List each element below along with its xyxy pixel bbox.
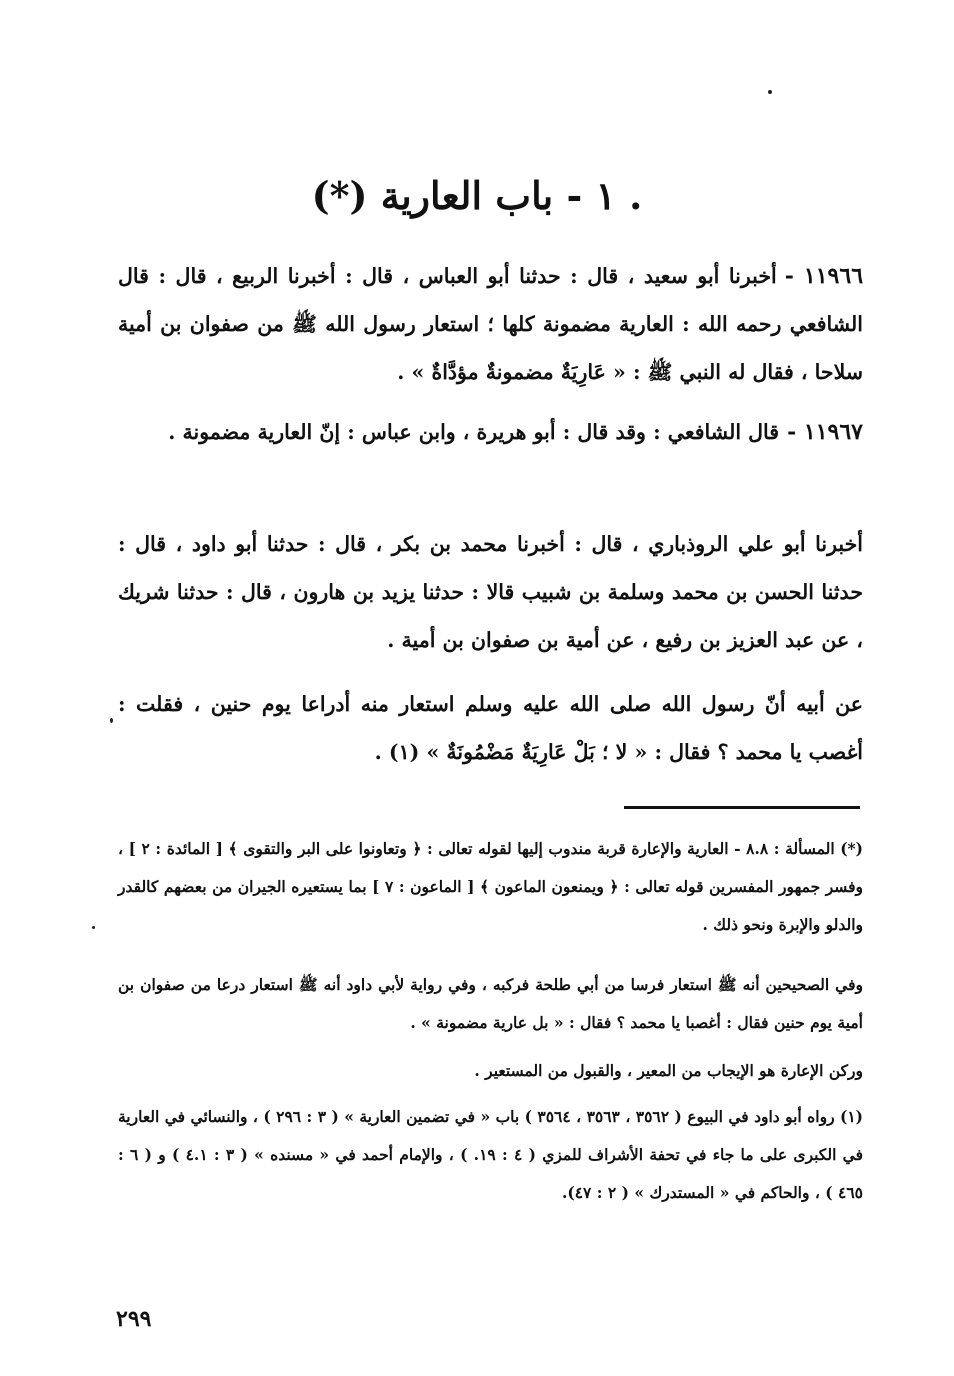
footnote-rukn [118, 1052, 863, 1090]
chapter-title: . ١ - باب العارية (*) [311, 173, 643, 218]
hadith-text: أخبرنا أبو سعيد ، قال : حدثنا أبو العباس ، قال : أخبرنا الربيع ، قال : قال الشافعي رحمه الله : العارية مضمونة كلها ؛ استعار رسول الله ﷺ من صفوان بن أمية سلاحا ، فقال له النبي ﷺ : « عَارِيَةٌ مضمونةٌ مؤدَّاةٌ » . [118, 264, 863, 384]
scan-speck [92, 926, 95, 929]
footnote-separator [624, 806, 860, 809]
footnote-text: (١) رواه أبو داود في البيوع ( ٣٥٦٢ ، ٣٥٦٣ ، ٣٥٦٤ ) باب « في تضمين العارية » ( ٣ : ٢٩٦ ) ، والنسائي في العارية في الكبرى على ما جاء في تحفة الأشراف للمزي ( ٤ : ١٩. ) ، والإمام أحمد في « مسنده » ( ٣ : ٤.١ ) و ( ٦ : ٤٦٥ ) ، والحاكم في « المستدرك » ( ٢ : ٤٧). [118, 1107, 863, 1202]
footnote-masala [118, 830, 863, 944]
footnote-text: وركن الإعارة هو الإيجاب من المعير ، والقبول من المستعير . [474, 1061, 863, 1080]
isnad-text: أخبرنا أبو علي الروذباري ، قال : أخبرنا محمد بن بكر ، قال : حدثنا أبو داود ، قال : حدثنا الحسن بن محمد وسلمة بن شبيب قالا : حدثنا يزيد بن هارون ، قال : حدثنا شريك ، عن عبد العزيز بن رفيع ، عن أمية بن صفوان بن أمية . [118, 532, 863, 652]
page-number: ٢٩٩ [116, 1306, 152, 1332]
matn-paragraph [118, 680, 863, 776]
footnote-text: وفي الصحيحين أنه ﷺ استعار فرسا من أبي طلحة فركبه ، وفي رواية لأبي داود أنه ﷺ استعار درعا من صفوان بن أمية يوم حنين فقال : أغصبا يا محمد ؟ فقال : « بل عارية مضمونة » . [118, 975, 863, 1032]
hadith-text: قال الشافعي : وقد قال : أبو هريرة ، وابن عباس : إنّ العارية مضمونة . [168, 420, 780, 444]
hadith-number: ١١٩٦٧ - [787, 419, 863, 445]
isnad-paragraph [118, 520, 863, 664]
matn-text: عن أبيه أنّ رسول الله صلى الله عليه وسلم استعار منه أدراعا يوم حنين ، فقلت : أغصب يا محمد ؟ فقال : « لا ؛ بَلْ عَارِيَةٌ مَضْمُونَةٌ » (١) . [118, 692, 863, 764]
hadith-number: ١١٩٦٦ - [784, 263, 864, 289]
hadith-paragraph-11967 [118, 408, 863, 456]
footnote-takhrij [118, 1098, 863, 1212]
hadith-paragraph-11966 [118, 252, 863, 396]
footnote-text: (*) المسألة : ٨.٨ - العارية والإعارة قربة مندوب إليها لقوله تعالى : ﴿ وتعاونوا على البر والتقوى ﴾ [ المائدة : ٢ ] ، وفسر جمهور المفسرين قوله تعالى : ﴿ ويمنعون الماعون ﴾ [ الماعون : ٧ ] بما يستعيره الجيران من بعضهم كالقدر والدلو والإبرة ونحو ذلك . [118, 839, 863, 934]
scan-speck [110, 718, 113, 723]
footnote-sahihayn [118, 966, 863, 1042]
scan-speck [768, 90, 772, 94]
